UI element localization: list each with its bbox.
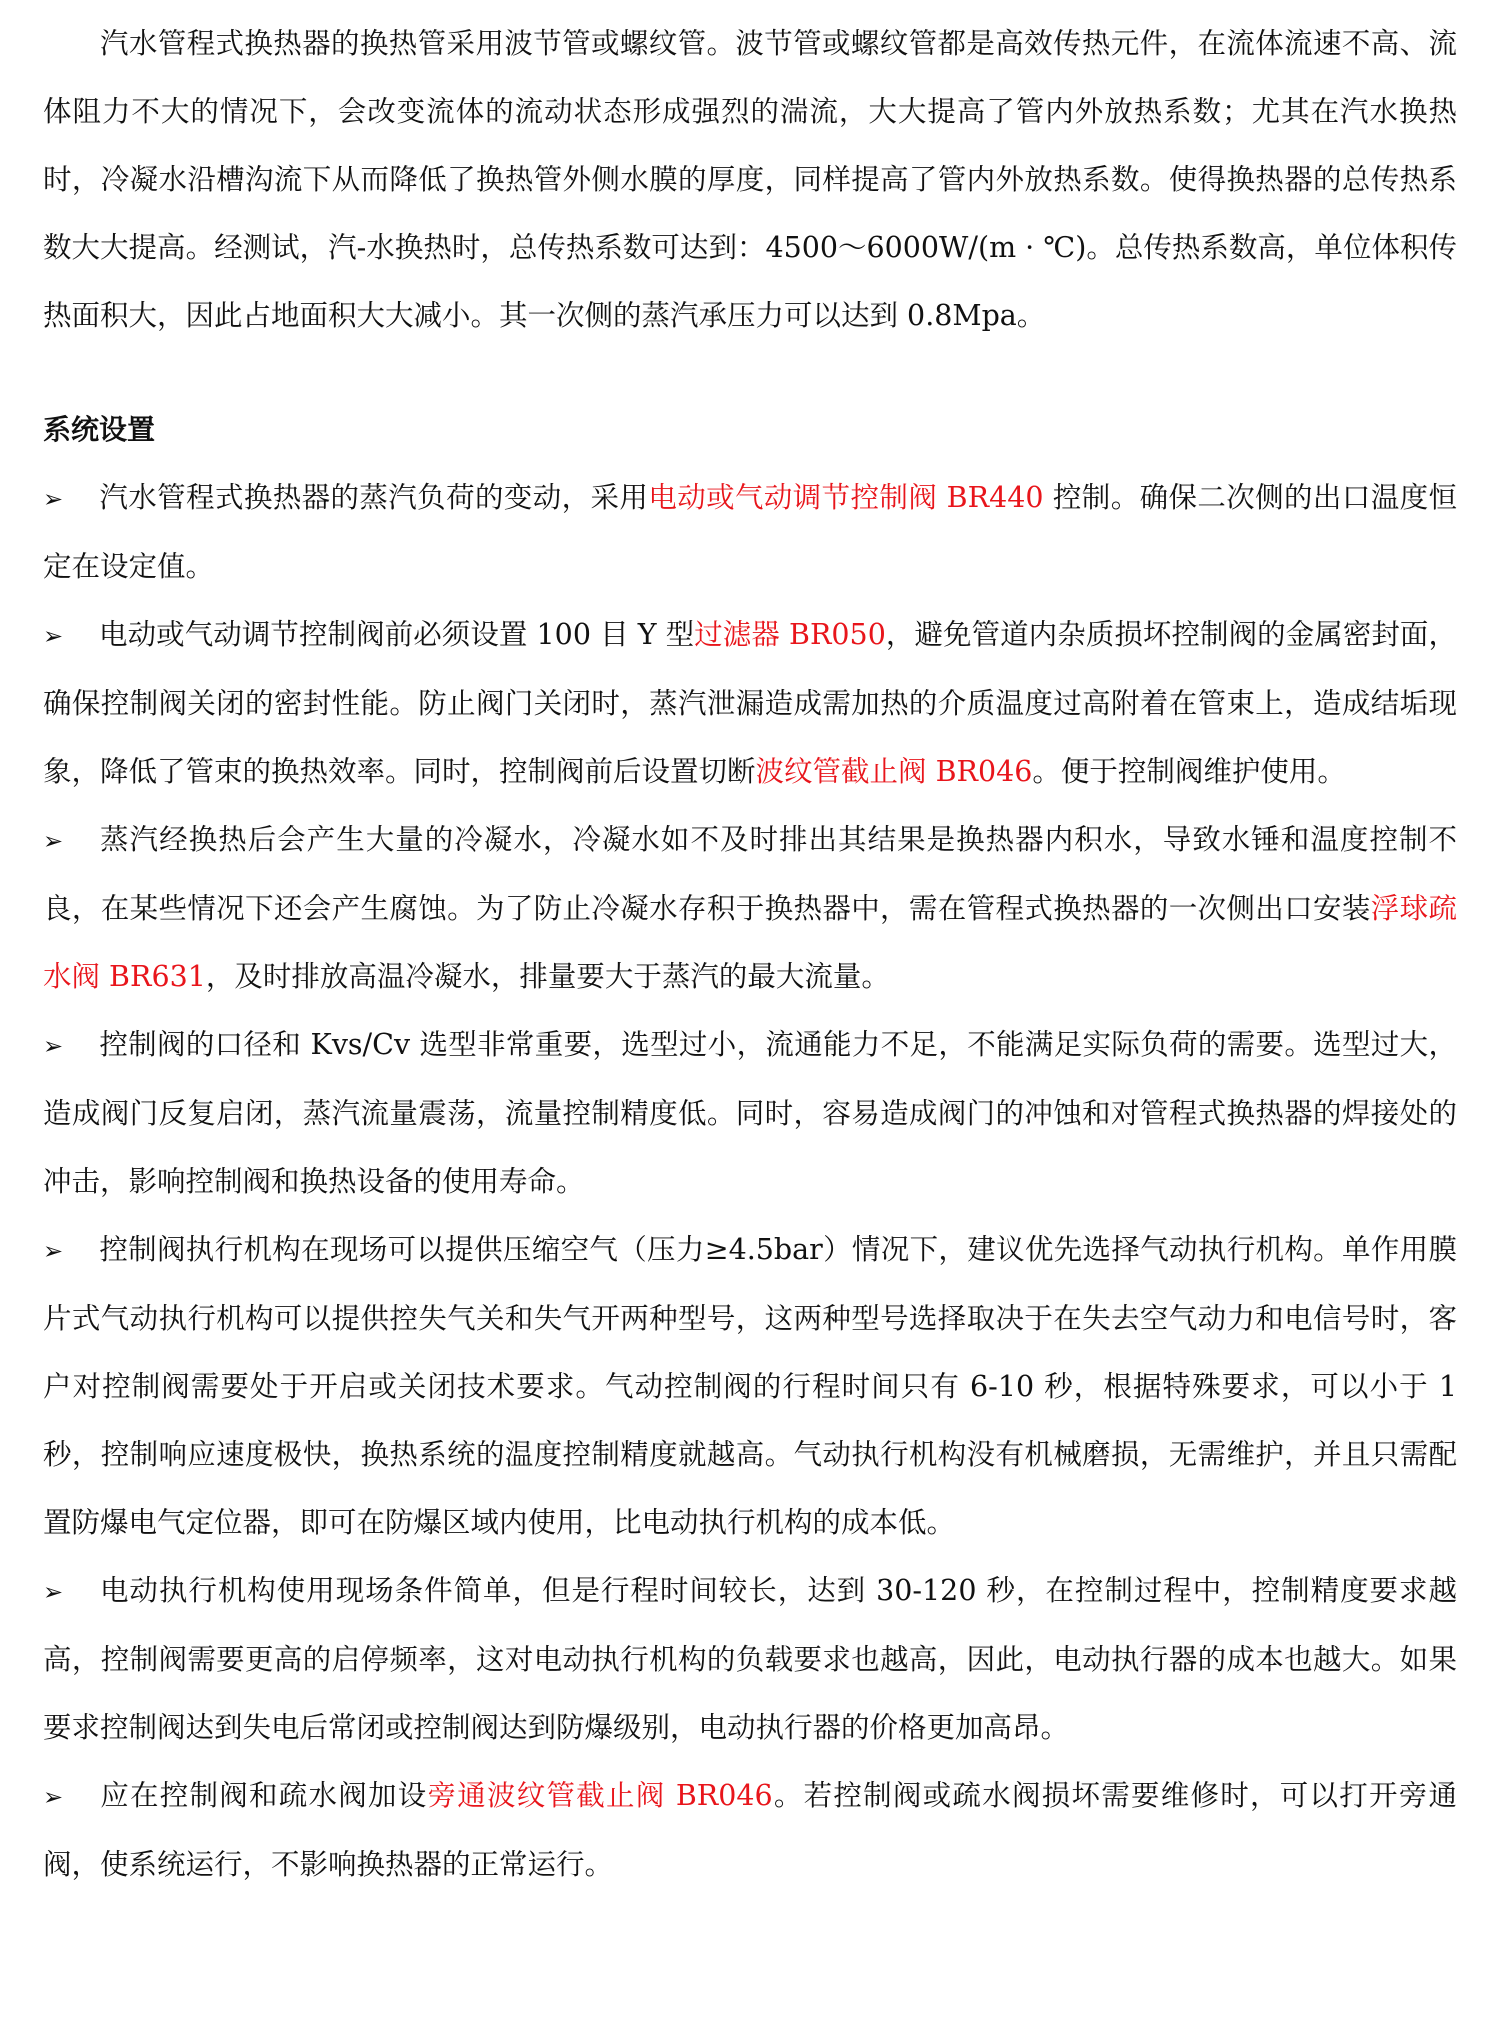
bullet-text: 。便于控制阀维护使用。 bbox=[1032, 755, 1346, 788]
bullet-item-3 bbox=[43, 806, 1457, 1011]
bullet-text: ，及时排放高温冷凝水，排量要大于蒸汽的最大流量。 bbox=[205, 960, 890, 993]
bullet-arrow-icon: ➢ bbox=[43, 1578, 64, 1606]
bullet-item-1 bbox=[43, 464, 1457, 601]
bullet-text: 控制。确保二次侧的出口温度恒定在设定值。 bbox=[43, 481, 1457, 583]
bullet-arrow-icon: ➢ bbox=[43, 827, 64, 855]
bullet-text: 控制阀执行机构在现场可以提供压缩空气（压力≥4.5bar）情况下，建议优先选择气动执行机构。单作用膜片式气动执行机构可以提供控失气关和失气开两种型号，这两种型号选择取决于在失去空气动力和电信号时，客户对控制阀需要处于开启或关闭技术要求。气动控制阀的行程时间只有 6-10 秒，根据特殊要求，可以小于 1 秒，控制响应速度极快，换热系统的温度控制精度就越高。气动执行机构没有机械磨损，无需维护，并且只需配置防爆电气定位器，即可在防爆区域内使用，比电动执行机构的成本低。 bbox=[43, 1233, 1457, 1539]
bullet-text: 控制阀的口径和 Kvs/Cv 选型非常重要，选型过小，流通能力不足，不能满足实际负荷的需要。选型过大，造成阀门反复启闭，蒸汽流量震荡，流量控制精度低。同时，容易造成阀门的冲蚀和对管程式换热器的焊接处的冲击，影响控制阀和换热设备的使用寿命。 bbox=[43, 1028, 1457, 1198]
bullet-item-4 bbox=[43, 1011, 1457, 1216]
bullet-text: 电动执行机构使用现场条件简单，但是行程时间较长，达到 30-120 秒，在控制过程中，控制精度要求越高，控制阀需要更高的启停频率，这对电动执行机构的负载要求也越高，因此，电动执行器的成本也越大。如果要求控制阀达到失电后常闭或控制阀达到防爆级别，电动执行器的价格更加高昂。 bbox=[43, 1574, 1457, 1744]
bullet-text: 。若控制阀或疏水阀损坏需要维修时，可以打开旁通阀，使系统运行，不影响换热器的正常运行。 bbox=[43, 1779, 1457, 1881]
product-highlight: 浮球疏水阀 BR631 bbox=[43, 892, 1457, 993]
document-page bbox=[43, 10, 1457, 1899]
bullet-arrow-icon: ➢ bbox=[43, 485, 64, 513]
bullet-text: ，避免管道内杂质损坏控制阀的金属密封面，确保控制阀关闭的密封性能。防止阀门关闭时，蒸汽泄漏造成需加热的介质温度过高附着在管束上，造成结垢现象，降低了管束的换热效率。同时，控制阀前后设置切断 bbox=[43, 618, 1457, 788]
bullet-text: 应在控制阀和疏水阀加设 bbox=[99, 1779, 428, 1812]
bullet-text: 汽水管程式换热器的蒸汽负荷的变动，采用 bbox=[99, 481, 649, 514]
bullet-text: 蒸汽经换热后会产生大量的冷凝水，冷凝水如不及时排出其结果是换热器内积水，导致水锤和温度控制不良，在某些情况下还会产生腐蚀。为了防止冷凝水存积于换热器中，需在管程式换热器的一次侧出口安装 bbox=[43, 823, 1457, 925]
intro-paragraph: 汽水管程式换热器的换热管采用波节管或螺纹管。波节管或螺纹管都是高效传热元件，在流体流速不高、流体阻力不大的情况下，会改变流体的流动状态形成强烈的湍流，大大提高了管内外放热系数；尤其在汽水换热时，冷凝水沿槽沟流下从而降低了换热管外侧水膜的厚度，同样提高了管内外放热系数。使得换热器的总传热系数大大提高。经测试，汽-水换热时，总传热系数可达到：4500～6000W/(m · ℃)。总传热系数高，单位体积传热面积大，因此占地面积大大减小。其一次侧的蒸汽承压力可以达到 0.8Mpa。 bbox=[43, 27, 1457, 332]
bullet-text: 电动或气动调节控制阀前必须设置 100 目 Y 型 bbox=[99, 618, 695, 651]
bullet-item-7 bbox=[43, 1762, 1457, 1899]
bullet-item-6 bbox=[43, 1557, 1457, 1762]
bullet-arrow-icon: ➢ bbox=[43, 622, 64, 650]
product-highlight: 过滤器 BR050 bbox=[694, 618, 886, 651]
product-highlight: 波纹管截止阀 BR046 bbox=[755, 755, 1033, 788]
bullet-arrow-icon: ➢ bbox=[43, 1783, 64, 1811]
bullet-arrow-icon: ➢ bbox=[43, 1237, 64, 1265]
product-highlight: 电动或气动调节控制阀 BR440 bbox=[648, 481, 1044, 514]
bullet-item-5 bbox=[43, 1216, 1457, 1557]
bullet-item-2 bbox=[43, 601, 1457, 806]
bullet-arrow-icon: ➢ bbox=[43, 1032, 64, 1060]
product-highlight: 旁通波纹管截止阀 BR046 bbox=[427, 1779, 773, 1812]
section-title: 系统设置 bbox=[43, 413, 156, 446]
